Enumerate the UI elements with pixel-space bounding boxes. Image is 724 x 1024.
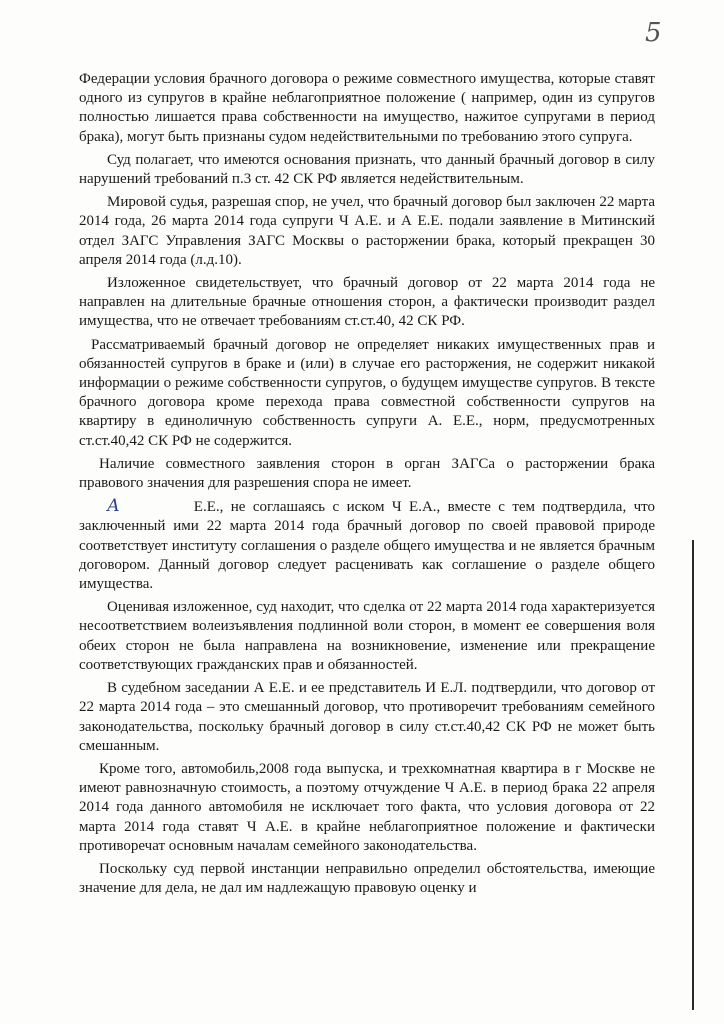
paragraph-3: Мировой судья, разрешая спор, не учел, что брачный договор был заключен 22 марта 2014 года, 26 марта 2014 года супруги Ч А.Е. и А Е.Е. подали заявление в Митинский отдел ЗАГС Управления ЗАГС Москвы о расторжении брака, который прекращен 30 апреля 2014 года (л.д.10).	[79, 194, 655, 268]
paragraph-1: Федерации условия брачного договора о режиме совместного имущества, которые ставят одного из супругов в крайне неблагоприятное положение ( например, один из супругов полностью лишается права собственности на имущество, нажитое супругами в период брака), могут быть признаны судом недействительными по требованию этого супруга.	[79, 71, 655, 145]
paragraph-7	[79, 497, 655, 594]
paragraph-10: Кроме того, автомобиль,2008 года выпуска, и трехкомнатная квартира в г Москве не имеют равнозначную стоимость, а поэтому отчуждение Ч А.Е. в период брака 22 апреля 2014 года данного автомобиля не исключает того факта, что условия договора от 22 марта 2014 года ставят Ч А.Е. в крайне неблагоприятное положение и фактически противоречат основным началам семейного законодательства.	[79, 760, 655, 854]
document-body	[79, 70, 655, 902]
scan-edge-line	[692, 540, 694, 1010]
paragraph-4: Изложенное свидетельствует, что брачный договор от 22 марта 2014 года не направлен на длительные брачные отношения сторон, а фактически производит раздел имущества, что не отвечает требованиям ст.ст.40, 42 СК РФ.	[79, 275, 655, 330]
paragraph-6: Наличие совместного заявления сторон в орган ЗАГСа о расторжении брака правового значения для разрешения спора не имеет.	[79, 455, 655, 492]
handwritten-initial: А	[107, 496, 120, 517]
paragraph-11: Поскольку суд первой инстанции неправильно определил обстоятельства, имеющие значение для дела, не дал им надлежащую правовую оценку и	[79, 860, 655, 897]
paragraph-5: Рассматриваемый брачный договор не определяет никаких имущественных прав и обязанностей супругов в браке и (или) в случае его расторжения, не содержит никакой информации о режиме собственности супругов, о будущем имуществе супругов. В тексте брачного договора кроме перехода права совместной собственности супругов на квартиру в единоличную собственность супруги А. Е.Е., норм, предусмотренных ст.ст.40,42 СК РФ не содержится.	[79, 336, 655, 449]
paragraph-7-text: Е.Е., не соглашаясь с иском Ч Е.А., вместе с тем подтвердила, что заключенный ими 22 марта 2014 года брачный договор по своей правовой природе соответствует институту соглашения о разделе общего имущества и не является брачным договором. Данный договор следует расценивать как соглашение о разделе общего имущества.	[79, 499, 656, 593]
paragraph-8: Оценивая изложенное, суд находит, что сделка от 22 марта 2014 года характеризуется несоответствием волеизъявления подлинной воли сторон, в момент ее совершения воля обеих сторон не была направлена на возникновение, изменение или прекращение соответствующих гражданских прав и обязанностей.	[79, 599, 655, 673]
paragraph-2: Суд полагает, что имеются основания признать, что данный брачный договор в силу нарушений требований п.3 ст. 42 СК РФ является недействительным.	[79, 151, 655, 188]
page-number: 5	[645, 18, 662, 48]
paragraph-9: В судебном заседании А Е.Е. и ее представитель И Е.Л. подтвердили, что договор от 22 марта 2014 года – это смешанный договор, что противоречит требованиям семейного законодательства, поскольку брачный договор в силу ст.ст.40,42 СК РФ не может быть смешанным.	[79, 680, 655, 754]
